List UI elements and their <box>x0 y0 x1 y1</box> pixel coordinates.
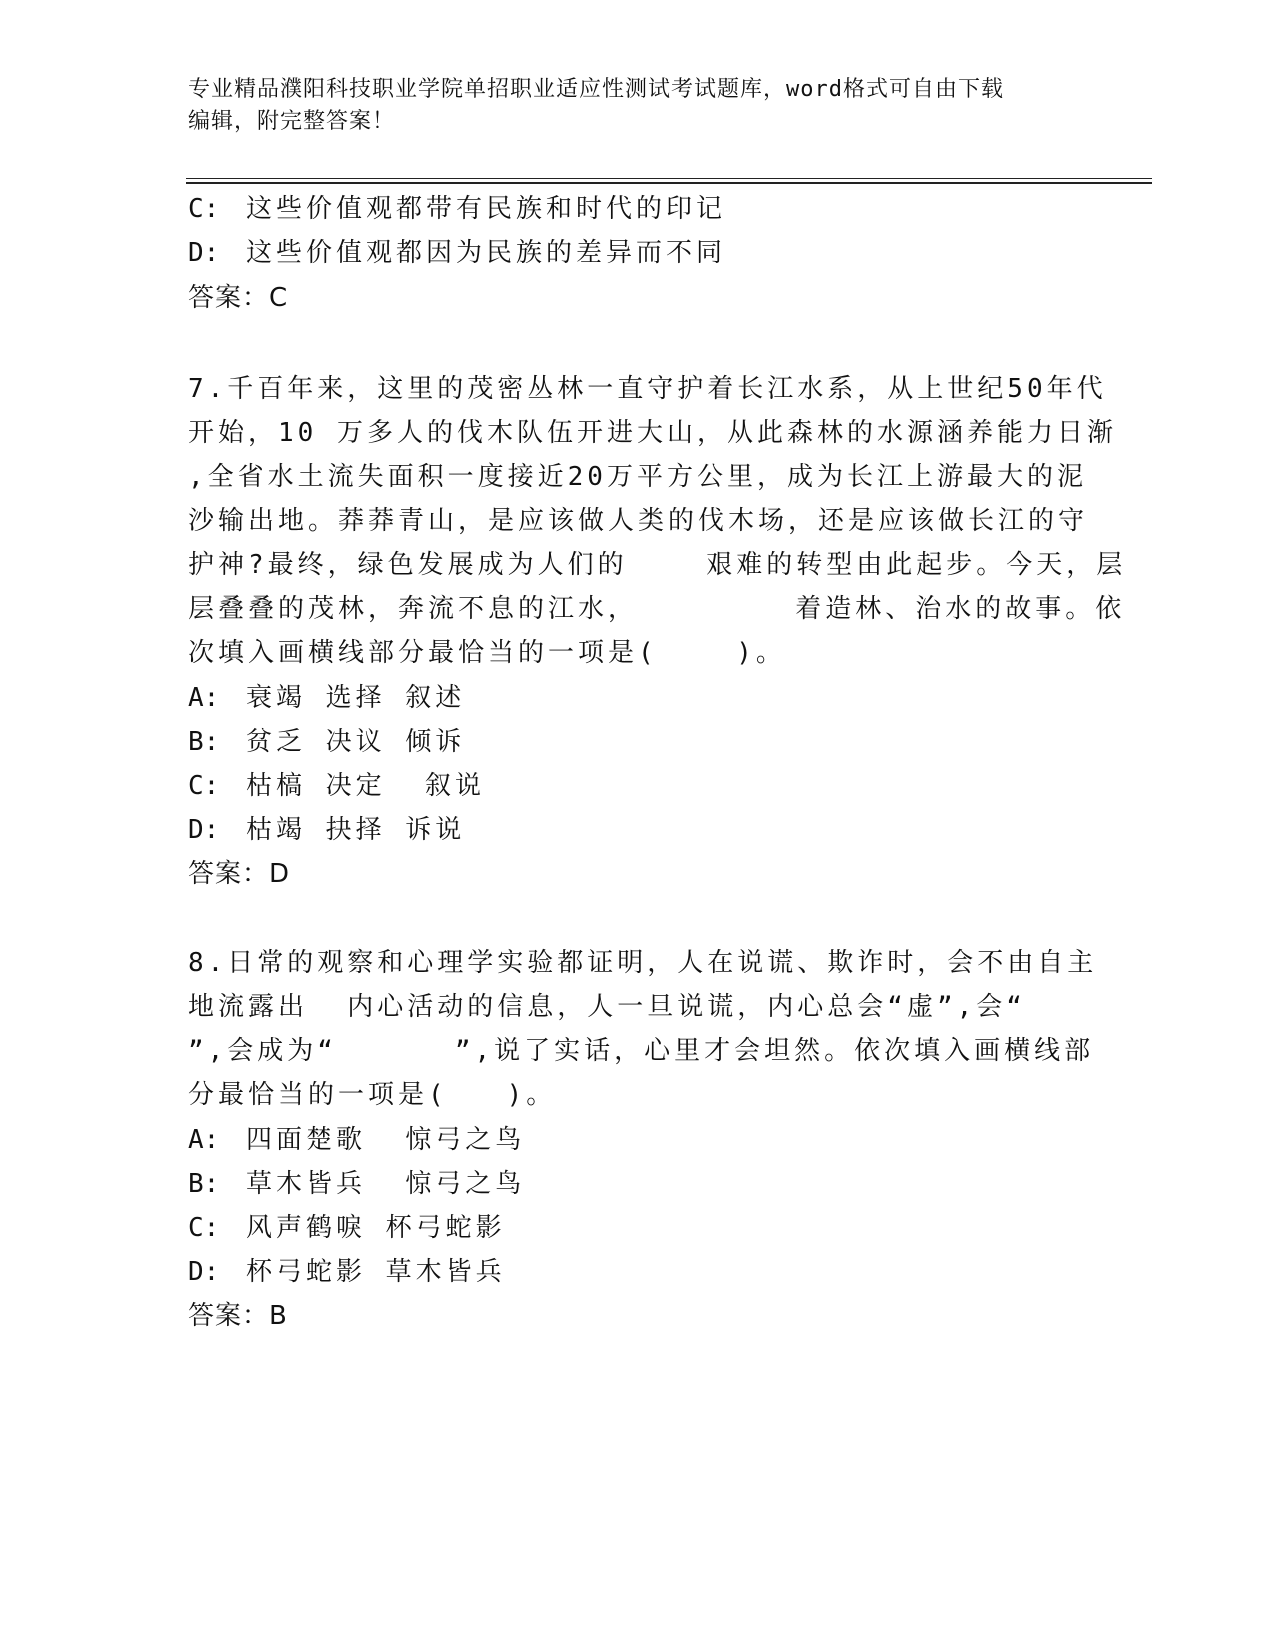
header-line-1: 专业精品濮阳科技职业学院单招职业适应性测试考试题库，word格式可自由下载 <box>188 77 1004 102</box>
q8-option-d <box>188 1254 506 1290</box>
q7-option-a <box>188 680 465 716</box>
option-text: 这些价值观都带有民族和时代的印记 <box>246 194 727 224</box>
q8-option-a <box>188 1122 525 1158</box>
q6-option-d <box>188 235 726 271</box>
q7-option-c <box>188 768 485 804</box>
option-letter: D: <box>188 1257 220 1287</box>
header-divider-thin <box>186 178 1152 179</box>
option-letter: C: <box>188 194 220 224</box>
q6-answer: 答案：C <box>188 283 289 313</box>
q8-option-b <box>188 1166 525 1202</box>
q6-option-c <box>188 191 726 227</box>
q8-line-3: ”,会成为“ ”,说了实话，心里才会坦然。依次填入画横线部 <box>188 1036 1095 1066</box>
q7-line-5: 护神?最终，绿色发展成为人们的 艰难的转型由此起步。今天，层 <box>188 550 1127 580</box>
option-text: 枯竭 抉择 诉说 <box>246 815 466 845</box>
q8-line-4: 分最恰当的一项是( )。 <box>188 1080 557 1110</box>
option-text: 风声鹤唳 杯弓蛇影 <box>246 1213 506 1243</box>
option-text: 枯槁 决定 叙说 <box>246 771 485 801</box>
q7-line-7: 次填入画横线部分最恰当的一项是( )。 <box>188 638 786 668</box>
q7-option-b <box>188 724 465 760</box>
q7-option-d <box>188 812 465 848</box>
option-letter: D: <box>188 238 220 268</box>
q7-line-1: 7.千百年来，这里的茂密丛林一直守护着长江水系，从上世纪50年代 <box>188 374 1107 404</box>
header-divider-thick <box>186 182 1152 184</box>
q7-line-2: 开始，10 万多人的伐木队伍开进大山，从此森林的水源涵养能力日渐 <box>188 418 1117 448</box>
option-text: 四面楚歌 惊弓之鸟 <box>246 1125 526 1155</box>
q8-answer: 答案：B <box>188 1301 288 1331</box>
option-letter: D: <box>188 815 220 845</box>
q8-option-c <box>188 1210 506 1246</box>
q7-line-4: 沙输出地。莽莽青山，是应该做人类的伐木场，还是应该做长江的守 <box>188 506 1089 536</box>
option-text: 衰竭 选择 叙述 <box>246 683 466 713</box>
option-text: 杯弓蛇影 草木皆兵 <box>246 1257 506 1287</box>
option-text: 草木皆兵 惊弓之鸟 <box>246 1169 526 1199</box>
option-letter: B: <box>188 727 220 757</box>
q8-line-2: 地流露出 内心活动的信息，人一旦说谎，内心总会“虚”,会“ <box>188 992 1026 1022</box>
option-letter: C: <box>188 1213 220 1243</box>
option-letter: A: <box>188 683 220 713</box>
q7-answer: 答案：D <box>188 859 291 889</box>
option-letter: C: <box>188 771 220 801</box>
q7-line-3: ,全省水土流失面积一度接近20万平方公里，成为长江上游最大的泥 <box>188 462 1087 492</box>
q7-line-6: 层叠叠的茂林，奔流不息的江水， 着造林、治水的故事。依 <box>188 594 1126 624</box>
option-text: 贫乏 决议 倾诉 <box>246 727 466 757</box>
header-line-2: 编辑，附完整答案！ <box>188 109 396 134</box>
q8-line-1: 8.日常的观察和心理学实验都证明，人在说谎、欺诈时，会不由自主 <box>188 948 1098 978</box>
option-text: 这些价值观都因为民族的差异而不同 <box>246 238 727 268</box>
option-letter: B: <box>188 1169 220 1199</box>
document-header <box>188 74 1088 138</box>
option-letter: A: <box>188 1125 220 1155</box>
